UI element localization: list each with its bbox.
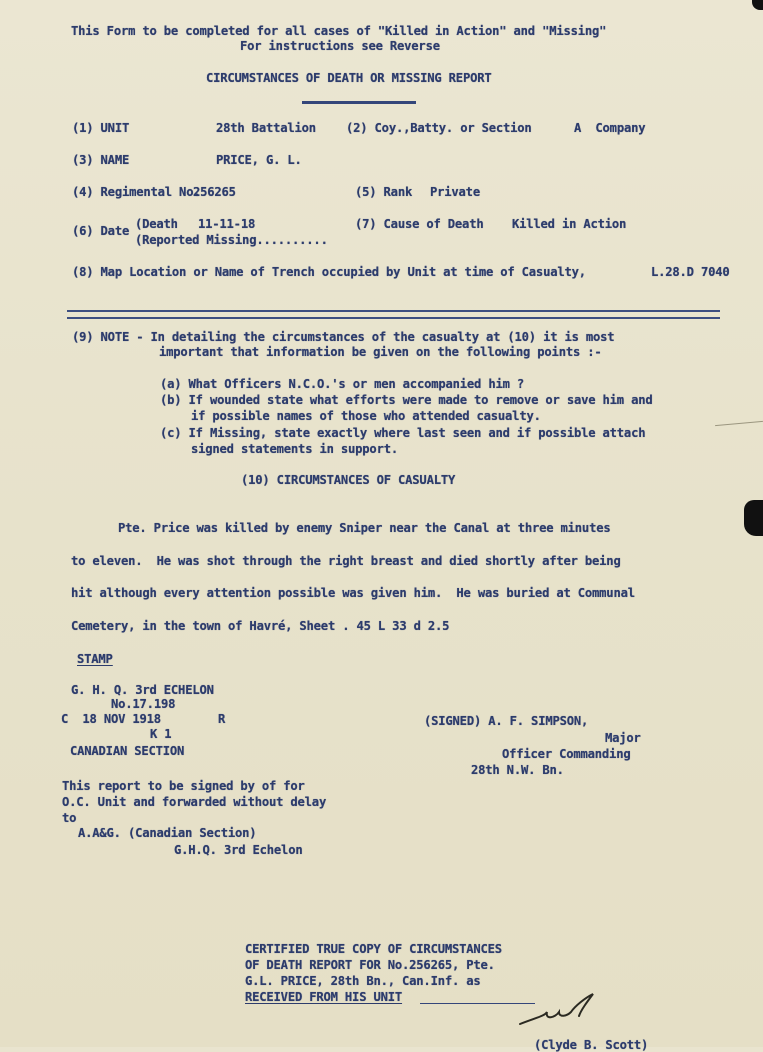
unit-value: 28th Battalion xyxy=(216,121,316,135)
stamp-code-r: R xyxy=(218,712,226,726)
company-value: A Company xyxy=(574,121,646,135)
circumstances-heading: (10) CIRCUMSTANCES OF CASUALTY xyxy=(241,473,456,487)
narrative-line: Cemetery, in the town of Havré, Sheet . 45 L 33 d 2.5 xyxy=(71,619,450,633)
death-date-label: (Death xyxy=(135,217,178,231)
signed-by: (SIGNED) A. F. SIMPSON, xyxy=(424,714,589,728)
instructions-line-3: to xyxy=(62,811,77,825)
stamp-line-4: K 1 xyxy=(150,727,172,741)
instructions-line-1: This report to be signed by of for xyxy=(62,779,305,793)
section-divider xyxy=(67,310,720,319)
stamp-line-1: G. H. Q. 3rd ECHELON xyxy=(71,683,214,697)
form-instruction-reverse: For instructions see Reverse xyxy=(240,39,440,53)
title-underline xyxy=(302,101,416,104)
note-line-1: (9) NOTE - In detailing the circumstances of the casualty at (10) it is most xyxy=(72,330,615,344)
stamp-line-5: CANADIAN SECTION xyxy=(70,744,185,758)
regimental-number-value: 256265 xyxy=(193,185,236,199)
signer-rank: Major xyxy=(605,731,641,745)
cause-of-death-value: Killed in Action xyxy=(512,217,627,231)
form-instruction-line: This Form to be completed for all cases of "Killed in Action" and "Missing" xyxy=(71,24,607,38)
certification-line-3: G.L. PRICE, 28th Bn., Can.Inf. as xyxy=(245,974,481,988)
certification-line-2: OF DEATH REPORT FOR No.256265, Pte. xyxy=(245,958,495,972)
instructions-line-2: O.C. Unit and forwarded without delay xyxy=(62,795,327,809)
name-value: PRICE, G. L. xyxy=(216,153,302,167)
narrative-line: hit although every attention possible was given him. He was buried at Communal xyxy=(71,586,635,600)
note-point-c-cont: signed statements in support. xyxy=(191,442,398,456)
map-location-label: (8) Map Location or Name of Trench occupied by Unit at time of Casualty, xyxy=(72,265,586,279)
note-point-b: (b) If wounded state what efforts were made to remove or save him and xyxy=(160,393,653,407)
report-title: CIRCUMSTANCES OF DEATH OR MISSING REPORT xyxy=(206,71,492,85)
reported-missing-label: (Reported Missing.......... xyxy=(135,233,328,247)
certifier-name: (Clyde B. Scott) xyxy=(534,1038,649,1052)
company-label: (2) Coy.,Batty. or Section xyxy=(346,121,532,135)
death-date-value: 11-11-18 xyxy=(198,217,256,231)
certification-line-1: CERTIFIED TRUE COPY OF CIRCUMSTANCES xyxy=(245,942,502,956)
certification-line-4: RECEIVED FROM HIS UNIT xyxy=(245,990,403,1004)
note-point-c: (c) If Missing, state exactly where last seen and if possible attach xyxy=(160,426,646,440)
instructions-line-4: A.A&G. (Canadian Section) xyxy=(78,826,257,840)
map-location-value: L.28.D 7040 xyxy=(651,265,730,279)
cause-of-death-label: (7) Cause of Death xyxy=(355,217,484,231)
signer-title: Officer Commanding xyxy=(502,747,631,761)
narrative-line: to eleven. He was shot through the right breast and died shortly after being xyxy=(71,554,621,568)
regimental-number-label: (4) Regimental No. xyxy=(72,185,201,199)
signer-unit: 28th N.W. Bn. xyxy=(471,763,564,777)
narrative-line: Pte. Price was killed by enemy Sniper near the Canal at three minutes xyxy=(118,521,611,535)
instructions-line-5: G.H.Q. 3rd Echelon xyxy=(174,843,303,857)
unit-label: (1) UNIT xyxy=(72,121,130,135)
date-label: (6) Date xyxy=(72,224,130,238)
ink-blot xyxy=(744,500,763,536)
paper-crease xyxy=(715,421,763,426)
note-point-b-cont: if possible names of those who attended casualty. xyxy=(191,409,541,423)
handwritten-initials-icon xyxy=(515,990,605,1030)
stamp-label: STAMP xyxy=(77,652,113,666)
note-line-2: important that information be given on the following points :- xyxy=(159,345,602,359)
note-point-a: (a) What Officers N.C.O.'s or men accompanied him ? xyxy=(160,377,525,391)
stamp-date: C 18 NOV 1918 xyxy=(61,712,161,726)
name-label: (3) NAME xyxy=(72,153,130,167)
rank-label: (5) Rank xyxy=(355,185,413,199)
corner-blot xyxy=(752,0,763,10)
rank-value: Private xyxy=(430,185,480,199)
stamp-line-2: No.17.198 xyxy=(111,697,176,711)
